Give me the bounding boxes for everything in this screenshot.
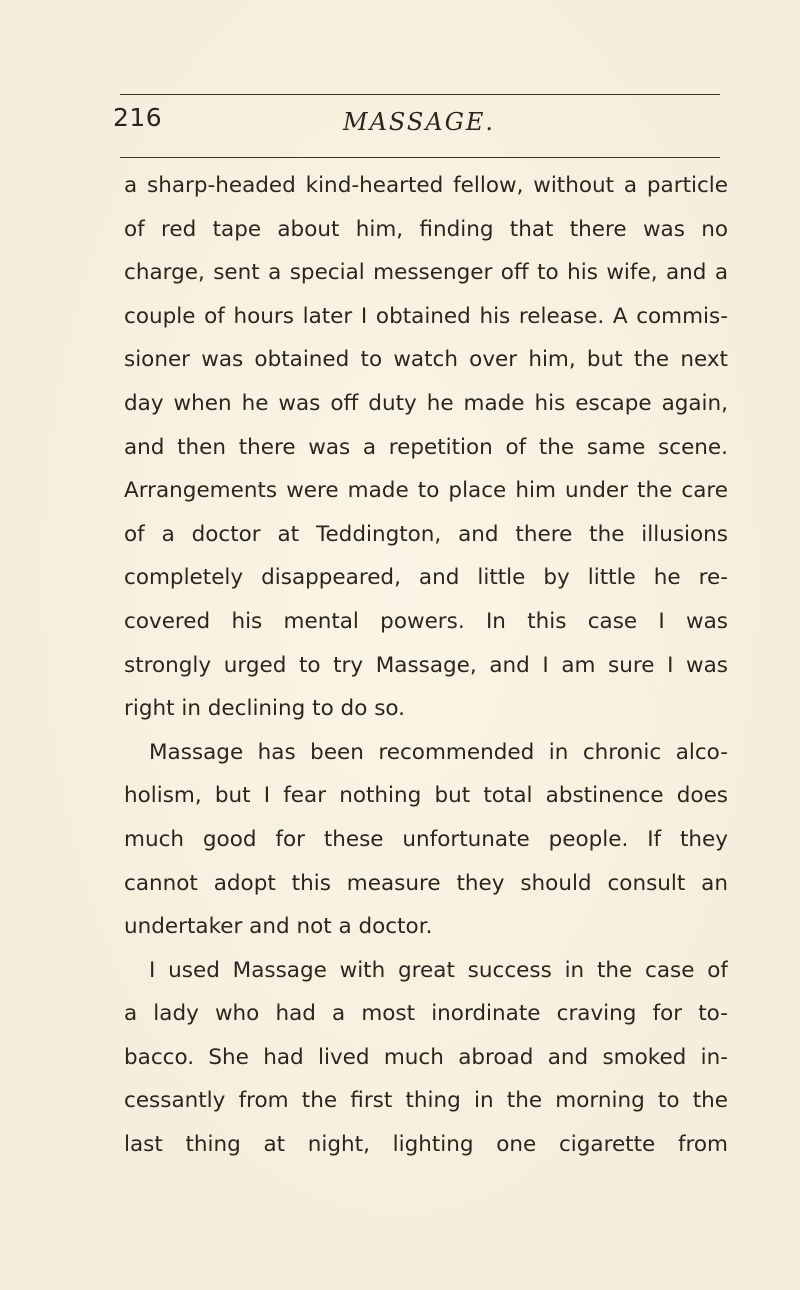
text-line: and then there was a repetition of the same scene. (124, 434, 728, 460)
text-line: cannot adopt this measure they should consult an (124, 870, 728, 896)
text-line: sioner was obtained to watch over him, but the next (124, 347, 728, 373)
text-line: I used Massage with great success in the case of (149, 957, 728, 983)
text-line: holism, but I fear nothing but total abstinence does (124, 783, 728, 809)
text-line: of red tape about him, finding that there was no (124, 216, 728, 242)
text-line: charge, sent a special messenger off to his wife, and a (124, 260, 728, 286)
text-line: a sharp-headed kind-hearted fellow, without a particle (124, 173, 728, 198)
text-line: covered his mental powers. In this case I was (124, 608, 728, 634)
text-line: last thing at night, lighting one cigarette from (124, 1132, 728, 1158)
text-line: Arrangements were made to place him under the care (124, 478, 728, 504)
text-line: right in declining to do so. (124, 696, 406, 722)
text-line: couple of hours later I obtained his release. A commis- (124, 303, 728, 329)
text-line: Massage has been recommended in chronic alco- (149, 739, 728, 765)
text-line: of a doctor at Teddington, and there the illusions (124, 521, 728, 547)
running-head: MASSAGE. (343, 108, 496, 136)
text-line: day when he was off duty he made his escape again, (124, 390, 728, 416)
text-line: undertaker and not a doctor. (124, 914, 433, 940)
text-line: strongly urged to try Massage, and I am sure I was (124, 652, 728, 678)
body-text (124, 164, 728, 1167)
text-line: a lady who had a most inordinate craving for to- (124, 1001, 728, 1027)
header-rule-top (120, 94, 720, 95)
text-line: bacco. She had lived much abroad and smoked in- (124, 1044, 728, 1070)
text-line: cessantly from the first thing in the morning to the (124, 1088, 728, 1114)
text-line: much good for these unfortunate people. If they (124, 826, 728, 852)
text-line: completely disappeared, and little by little he re- (124, 565, 728, 591)
header-rule-bottom (120, 157, 720, 158)
page-number: 216 (113, 103, 163, 132)
